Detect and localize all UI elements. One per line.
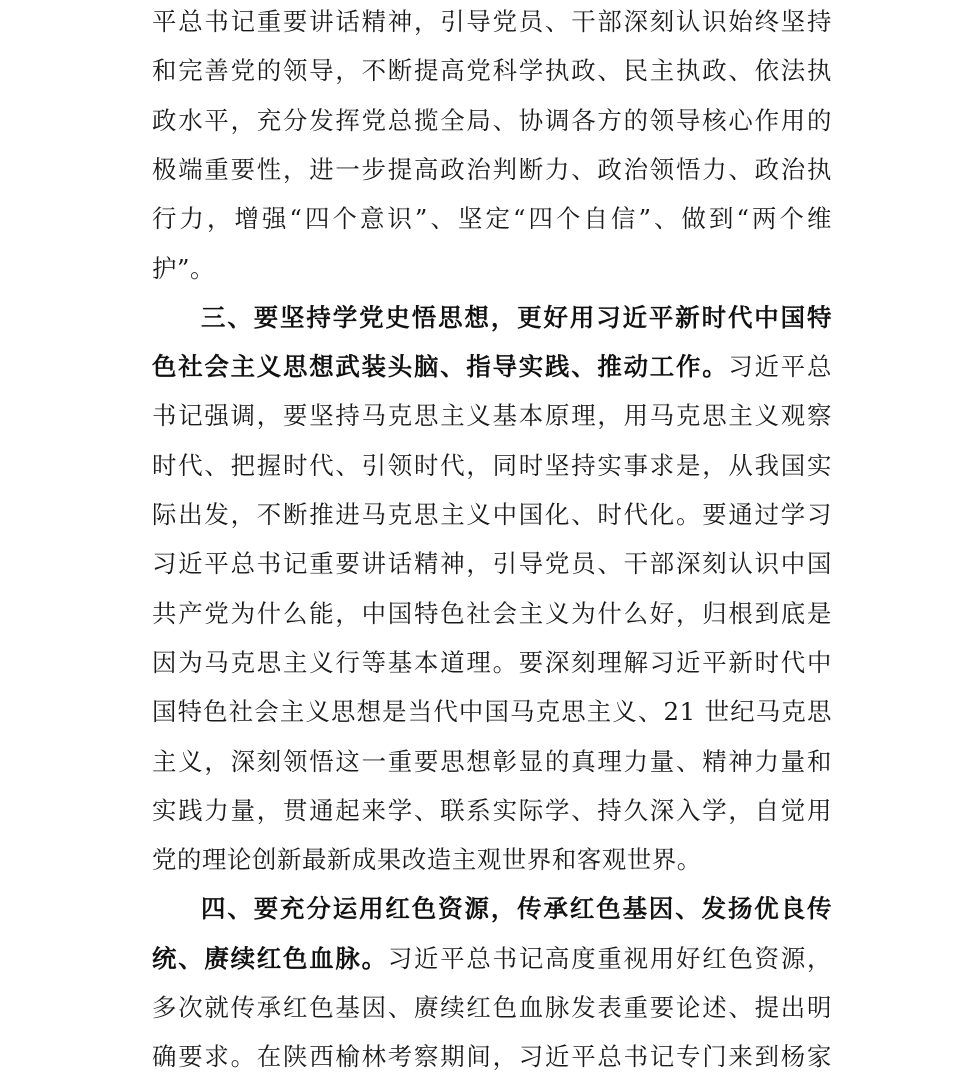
body-text: 习近平总书记高度重视用好红色资源，: [387, 943, 833, 973]
text-line: [201, 889, 832, 929]
bold-heading-text: 色社会主义思想武装头脑、指导实践、推动工作。: [152, 352, 729, 382]
body-text: 和完善党的领导，不断提高党科学执政、民主执政、依法执: [152, 56, 832, 86]
text-line: [152, 2, 832, 42]
text-line: [152, 840, 832, 880]
body-text: 多次就传承红色基因、赓续红色血脉发表重要论述、提出明: [152, 993, 832, 1022]
body-text: 行力，增强“四个意识”、坚定“四个自信”、做到“两个维: [152, 204, 832, 234]
body-text: 党的理论创新最新成果改造主观世界和客观世界。: [152, 845, 702, 875]
body-text: 共产党为什么能，中国特色社会主义为什么好，归根到底是: [152, 598, 832, 628]
text-line: [152, 51, 832, 91]
text-line: [152, 742, 832, 782]
text-line: [201, 298, 832, 338]
text-line: [152, 150, 832, 190]
text-line: [152, 939, 832, 979]
bold-heading-text: 统、赓续红色血脉。: [152, 943, 388, 973]
body-text: 习近平总书记重要讲话精神，引导党员、干部深刻认识中国: [152, 549, 832, 579]
body-text: 极端重要性，进一步提高政治判断力、政治领悟力、政治执: [152, 154, 832, 184]
bold-heading-text: 三、要坚持学党史悟思想，更好用习近平新时代中国特: [201, 302, 832, 332]
body-text: 政水平，充分发挥党总揽全局、协调各方的领导核心作用的: [152, 105, 832, 135]
text-line: [152, 791, 832, 831]
body-text: 主义，深刻领悟这一重要思想彰显的真理力量、精神力量和: [152, 746, 832, 776]
text-line: [152, 446, 832, 486]
body-text: 习近平总: [728, 352, 832, 382]
body-text: 书记强调，要坚持马克思主义基本原理，用马克思主义观察: [152, 401, 832, 431]
text-line: [152, 101, 832, 141]
text-line: [152, 396, 832, 436]
body-text: 国特色社会主义思想是当代中国马克思主义、21 世纪马克思: [152, 697, 832, 727]
text-line: [152, 199, 832, 239]
text-line: [152, 692, 832, 732]
body-text: 确要求。在陕西榆林考察期间，习近平总书记专门来到杨家: [152, 1042, 832, 1072]
text-line: [152, 643, 832, 683]
text-line: [152, 1037, 832, 1077]
body-text: 护”。: [152, 253, 216, 283]
text-line: [152, 249, 832, 289]
text-line: [152, 347, 832, 387]
body-text: 实践力量，贯通起来学、联系实际学、持久深入学，自觉用: [152, 795, 832, 825]
body-text: 际出发，不断推进马克思主义中国化、时代化。要通过学习: [152, 500, 832, 529]
text-line: [152, 495, 832, 535]
bold-heading-text: 四、要充分运用红色资源，传承红色基因、发扬优良传: [201, 894, 832, 924]
text-line: [152, 594, 832, 634]
body-text: 因为马克思主义行等基本道理。要深刻理解习近平新时代中: [152, 647, 832, 677]
body-text: 时代、把握时代、引领时代，同时坚持实事求是，从我国实: [152, 450, 832, 480]
text-line: [152, 988, 832, 1028]
text-line: [152, 544, 832, 584]
body-text: 平总书记重要讲话精神，引导党员、干部深刻认识始终坚持: [152, 7, 832, 36]
